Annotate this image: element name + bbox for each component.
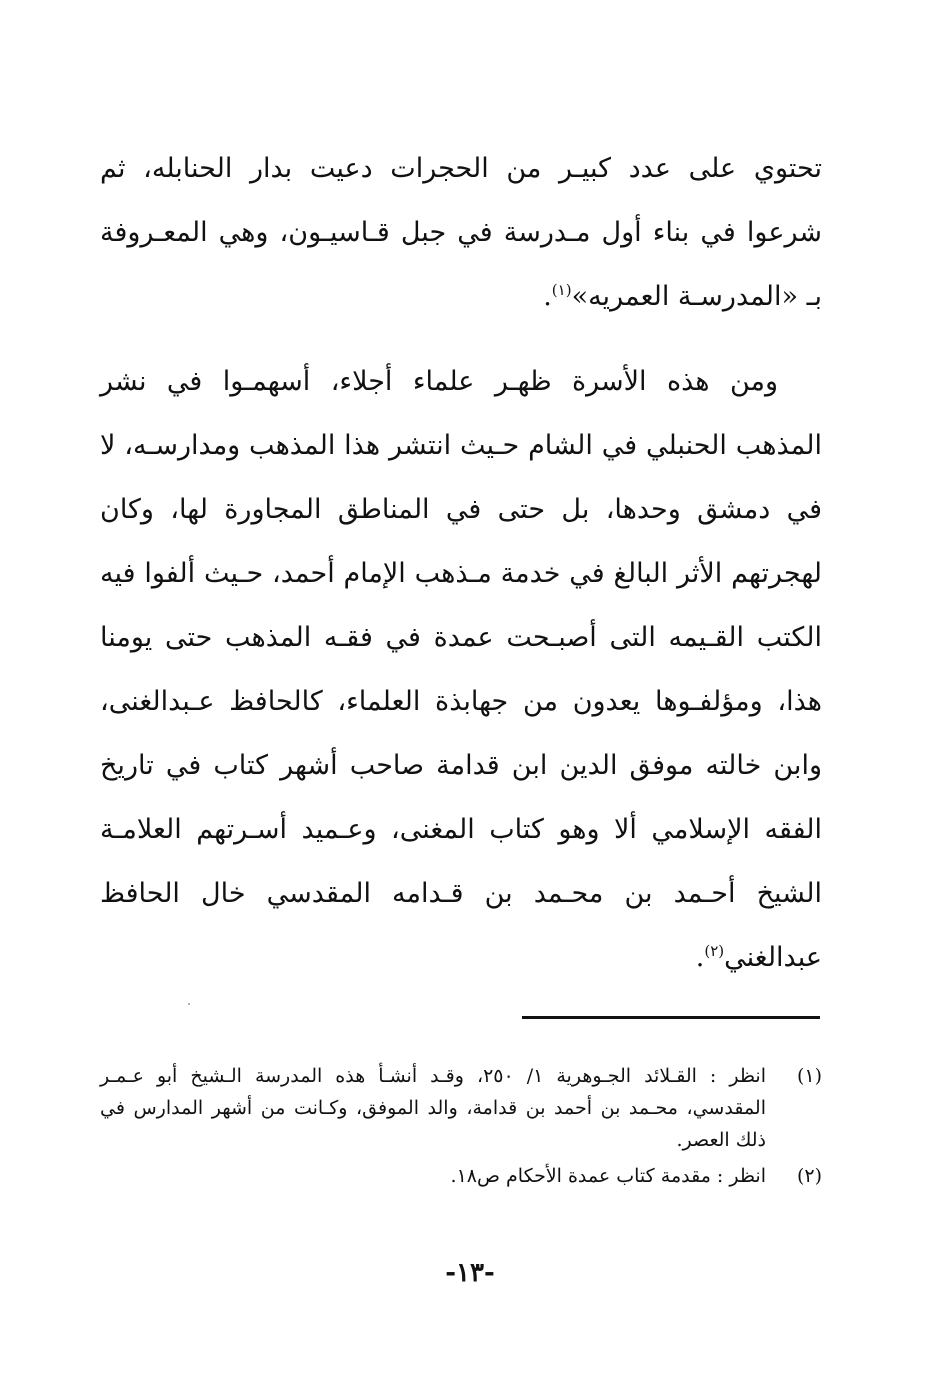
paragraph-2-end: . (695, 942, 705, 973)
paragraph-2 (100, 350, 822, 990)
paragraph-1-text: تحتوي على عدد كبيـر من الحجرات دعيت بدار الحنابله، ثم شرعوا في بناء أول مـدرسة في جبل قـاسيـون، وهي المعـروفة بـ «المدرسـة العمريه» (100, 153, 822, 312)
footnote-1-number: (١) (796, 1065, 822, 1087)
footnote-2-number: (٢) (796, 1165, 822, 1187)
footnote-1-text: انظر : القـلائد الجـوهرية ١/ ٢٥٠، وقـد أنشـأ هذه المدرسة الـشيخ أبو عـمـر المقدسي، محـمد بن أحمد بن قدامة، والد الموفق، وكـانت من أشهر المدارس في ذلك العصر. (100, 1065, 766, 1151)
paragraph-1-end: . (543, 281, 552, 312)
paragraph-1 (100, 137, 822, 329)
footnote-2-text: انظر : مقدمة كتاب عمدة الأحكام ص١٨. (450, 1165, 766, 1187)
footnote-1 (100, 1060, 822, 1156)
paragraph-2-text: ومن هذه الأسرة ظهـر علماء أجلاء، أسهمـوا في نشر المذهب الحنبلي في الشام حـيث انتشر هذا المذهب ومدارسـه، لا في دمشق وحدها، بل حتى في المناطق المجاورة لها، وكان لهجرتهم الأثر البالغ في خدمة مـذهب الإمام أحمد، حـيث ألفوا فيه الكتب القـيمه التى أصبـحت عمدة في فقـه المذهب حتى يومنا هذا، ومؤلفـوها يعدون من جهابذة العلماء، كالحافظ عـبدالغنى، وابن خالته موفق الدين ابن قدامة صاحب أشهر كتاب في تاريخ الفقه الإسلامي ألا وهو كتاب المغنى، وعـميد أسـرتهم العلامـة الشيخ أحـمد بن محـمد بن قـدامه المقدسي خال الحافظ عبدالغني (100, 366, 822, 973)
scan-speck (188, 1003, 190, 1005)
footnote-ref-1: (١) (551, 281, 572, 299)
footnote-separator (522, 1016, 820, 1019)
footnotes (100, 1060, 822, 1196)
footnote-2 (100, 1160, 822, 1192)
page-number: -١٣- (445, 1258, 495, 1288)
footnote-ref-2: (٢) (704, 942, 725, 960)
